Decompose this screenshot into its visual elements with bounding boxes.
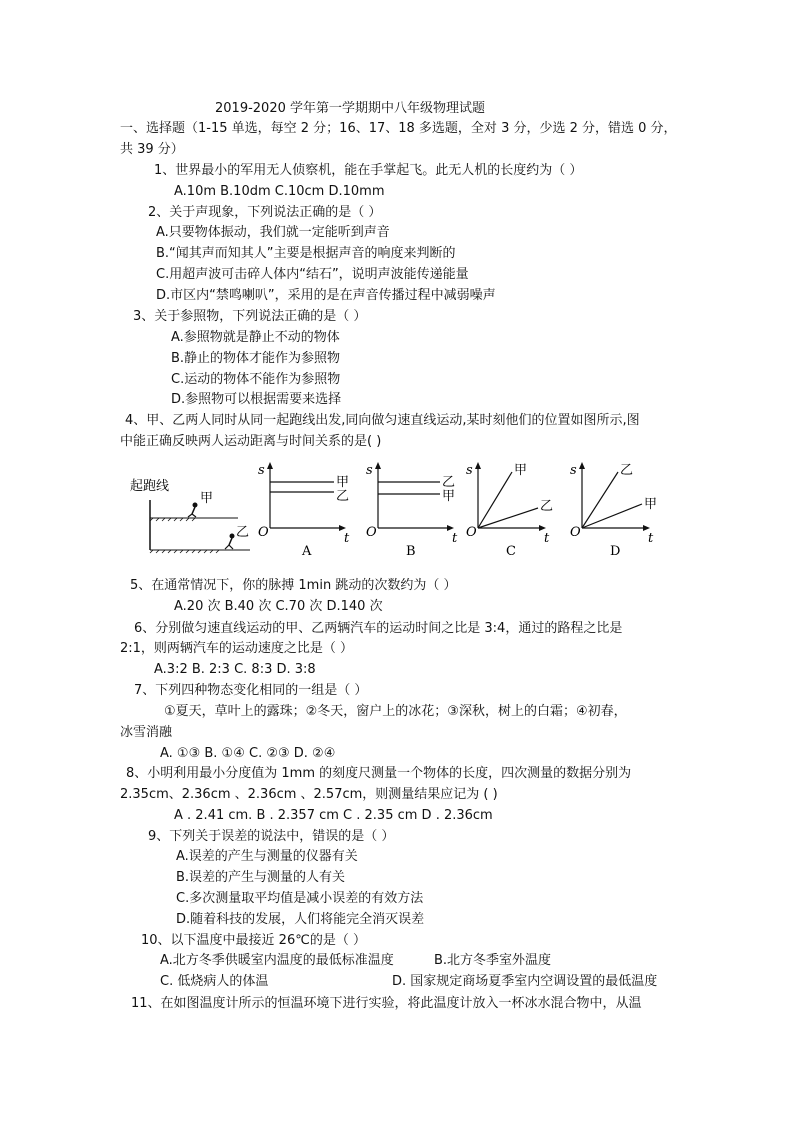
track-hatching <box>150 518 219 553</box>
q6-options: A.3:2 B. 2:3 C. 8:3 D. 3:8 <box>154 662 316 677</box>
graph-a-s-arrow <box>267 462 273 469</box>
graph-a-label: A <box>302 544 312 559</box>
q7-options: A. ①③ B. ①④ C. ②③ D. ②④ <box>160 746 336 761</box>
q4-figure <box>120 458 680 568</box>
graph-c-t-label: t <box>544 531 550 546</box>
q9-stem: 9、下列关于误差的说法中，错误的是（ ） <box>148 829 395 844</box>
graph-c-origin: O <box>466 525 477 540</box>
q5-options: A.20 次 B.40 次 C.70 次 D.140 次 <box>174 599 383 614</box>
q4-stem-line1: 4、甲、乙两人同时从同一起跑线出发,同向做匀速直线运动,某时刻他们的位置如图所示,图 <box>125 413 640 428</box>
q2-option-c: C.用超声波可击碎人体内“结石”，说明声波能传递能量 <box>156 267 469 282</box>
q3-option-d: D.参照物可以根据需要来选择 <box>171 392 342 407</box>
graph-b-jia-label: 甲 <box>442 489 456 504</box>
runner-yi-figure <box>225 534 235 550</box>
q9-option-a: A.误差的产生与测量的仪器有关 <box>176 849 358 864</box>
graph-d-s-label: s <box>570 463 577 478</box>
q6-stem-line2: 2:1，则两辆汽车的运动速度之比是（ ） <box>120 641 354 656</box>
graph-d-label: D <box>610 544 621 559</box>
graph-c-s-arrow <box>475 462 481 469</box>
graph-b <box>366 462 458 559</box>
q8-options: A . 2.41 cm. B . 2.357 cm C . 2.35 cm D . 2.36cm <box>174 808 493 823</box>
q8-stem-line1: 8、小明利用最小分度值为 1mm 的刻度尺测量一个物体的长度，四次测量的数据分别为 <box>126 766 632 781</box>
graph-a-s-label: s <box>258 463 265 478</box>
q8-stem-line2: 2.35cm、2.36cm 、2.36cm 、2.57cm，则测量结果应记为 ( ) <box>120 787 498 802</box>
graph-a-origin: O <box>258 525 269 540</box>
graph-b-origin: O <box>366 525 377 540</box>
graph-c-line-jia <box>478 472 512 528</box>
q7-items-line1: ①夏天，草叶上的露珠；②冬天，窗户上的冰花；③深秋，树上的白霜；④初春， <box>164 704 627 719</box>
q9-option-c: C.多次测量取平均值是减小误差的有效方法 <box>176 891 424 906</box>
graph-c-s-label: s <box>466 463 473 478</box>
q10-option-a: A.北方冬季供暖室内温度的最低标准温度 <box>160 953 394 968</box>
graph-d-jia-label: 甲 <box>644 497 658 512</box>
graph-b-yi-label: 乙 <box>442 475 456 490</box>
runner-yi-label: 乙 <box>236 525 250 540</box>
graph-d-s-arrow <box>579 462 585 469</box>
section-heading-line1: 一、选择题（1-15 单选，每空 2 分；16、17、18 多选题，全对 3 分，少选 2 分，错选 0 分， <box>120 121 677 136</box>
q3-option-a: A.参照物就是静止不动的物体 <box>171 330 340 345</box>
graph-d-yi-label: 乙 <box>620 463 634 478</box>
runner-jia-label: 甲 <box>200 491 214 506</box>
q3-option-b: B.静止的物体才能作为参照物 <box>171 351 341 366</box>
q6-stem-line1: 6、分别做匀速直线运动的甲、乙两辆汽车的运动时间之比是 3:4，通过的路程之比是 <box>134 621 623 636</box>
q3-option-c: C.运动的物体不能作为参照物 <box>171 372 341 387</box>
q2-stem: 2、关于声现象，下列说法正确的是（ ） <box>148 205 382 220</box>
graph-c <box>466 462 553 559</box>
graph-b-s-label: s <box>366 463 373 478</box>
runner-jia-figure <box>188 503 198 518</box>
q10-option-b: B.北方冬季室外温度 <box>434 953 552 968</box>
q10-option-d: D. 国家规定商场夏季室内空调设置的最低温度 <box>392 974 658 989</box>
graph-d <box>570 462 657 559</box>
exam-title: 2019-2020 学年第一学期期中八年级物理试题 <box>215 101 485 116</box>
q7-stem: 7、下列四种物态变化相同的一组是（ ） <box>134 683 368 698</box>
graph-b-s-arrow <box>375 462 381 469</box>
q9-option-d: D.随着科技的发展，人们将能完全消灭误差 <box>176 912 425 927</box>
q2-option-a: A.只要物体振动，我们就一定能听到声音 <box>156 225 390 240</box>
graph-b-label: B <box>406 544 416 559</box>
q4-figure-svg <box>120 458 680 568</box>
q1-options: A.10m B.10dm C.10cm D.10mm <box>174 184 385 199</box>
graph-d-origin: O <box>570 525 581 540</box>
graph-c-line-yi <box>478 508 538 528</box>
graph-a <box>258 462 350 559</box>
q10-option-c: C. 低烧病人的体温 <box>160 974 269 989</box>
graph-d-line-jia <box>582 504 642 528</box>
graph-b-t-label: t <box>452 531 458 546</box>
graph-c-yi-label: 乙 <box>540 499 554 514</box>
graph-a-t-label: t <box>344 531 350 546</box>
graph-c-jia-label: 甲 <box>514 463 528 478</box>
graph-d-line-yi <box>582 472 618 528</box>
graph-d-t-label: t <box>648 531 654 546</box>
q11-stem-line1: 11、在如图温度计所示的恒温环境下进行实验，将此温度计放入一杯冰水混合物中，从温 <box>131 996 642 1011</box>
graph-a-jia-label: 甲 <box>336 475 350 490</box>
q2-option-b: B.“闻其声而知其人”主要是根据声音的响度来判断的 <box>156 246 456 261</box>
graph-c-label: C <box>506 544 516 559</box>
q1-stem: 1、世界最小的军用无人侦察机，能在手掌起飞。此无人机的长度约为（ ） <box>154 163 583 178</box>
q2-option-d: D.市区内“禁鸣喇叭”，采用的是在声音传播过程中减弱噪声 <box>156 288 496 303</box>
q5-stem: 5、在通常情况下，你的脉搏 1min 跳动的次数约为（ ） <box>130 578 457 593</box>
q9-option-b: B.误差的产生与测量的人有关 <box>176 870 346 885</box>
q10-stem: 10、以下温度中最接近 26℃的是（ ） <box>141 933 366 948</box>
q4-stem-line2: 中能正确反映两人运动距离与时间关系的是( ) <box>120 434 382 449</box>
q3-stem: 3、关于参照物，下列说法正确的是（ ） <box>133 309 367 324</box>
start-line-label: 起跑线 <box>130 479 170 494</box>
section-heading-line2: 共 39 分） <box>120 142 184 157</box>
graph-a-yi-label: 乙 <box>336 489 350 504</box>
q7-items-line2: 冰雪消融 <box>120 725 173 740</box>
